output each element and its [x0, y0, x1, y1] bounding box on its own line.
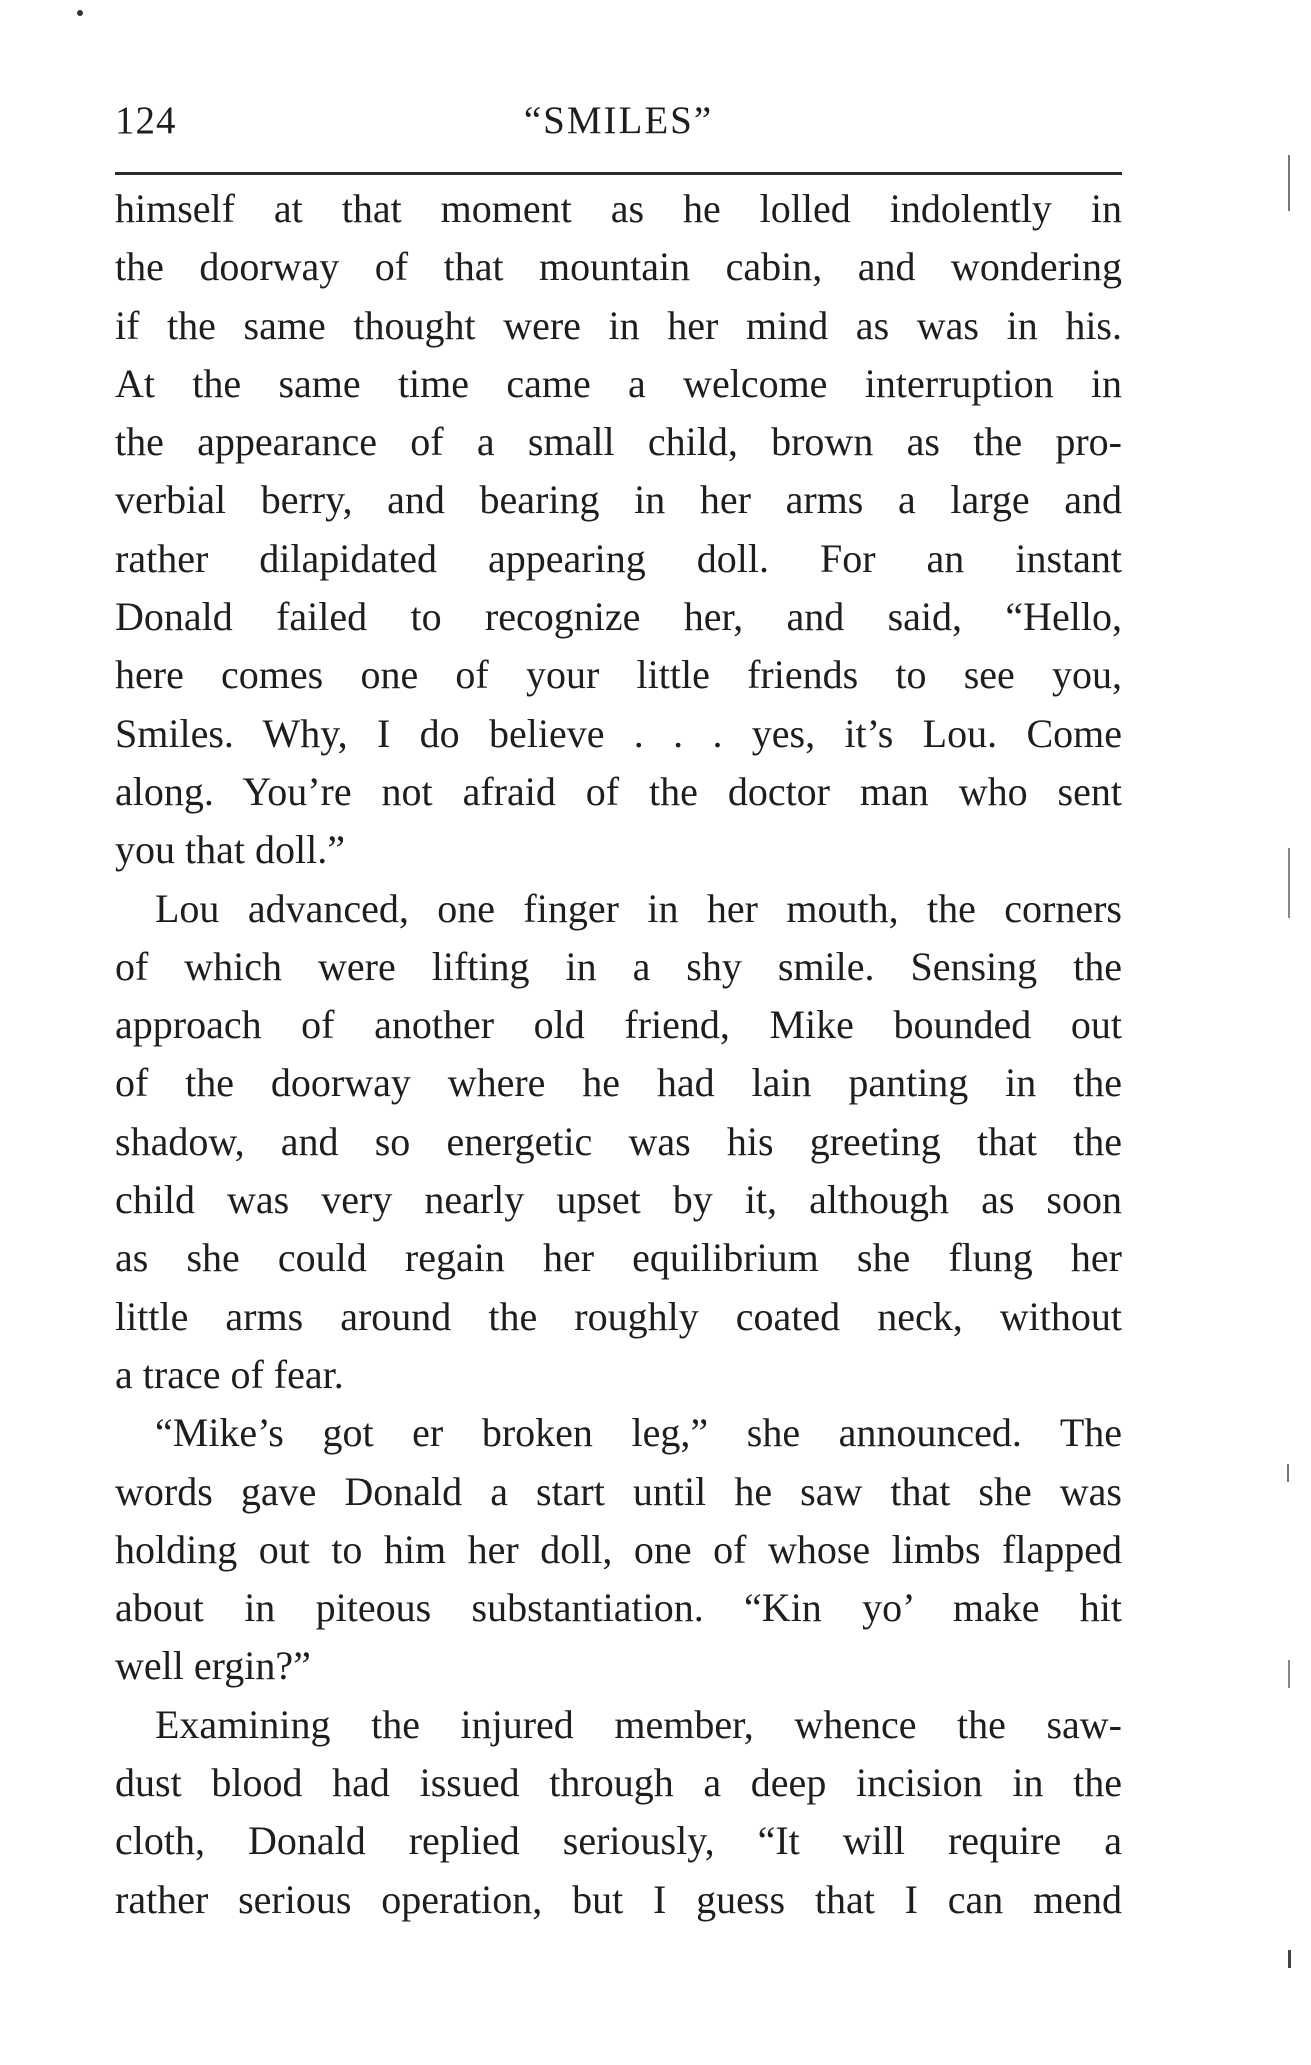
text-line: the appearance of a small child, brown as the pro-	[115, 419, 1122, 465]
text-line: “Mike’s got er broken leg,” she announced. The	[155, 1410, 1122, 1456]
text-line: rather dilapidated appearing doll. For an instant	[115, 535, 1122, 581]
text-line: Smiles. Why, I do believe . . . yes, it’s Lou. Come	[115, 710, 1122, 756]
page-number: 124	[115, 99, 177, 142]
scan-margin-mark	[1288, 155, 1290, 211]
text-line: you that doll.”	[115, 827, 345, 873]
text-line: as she could regain her equilibrium she flung her	[115, 1235, 1122, 1281]
scan-margin-mark	[1288, 1950, 1291, 1968]
paragraph	[115, 180, 1122, 880]
text-line: child was very nearly upset by it, although as soon	[115, 1177, 1122, 1223]
scan-speck	[77, 10, 83, 16]
text-line: the doorway of that mountain cabin, and wondering	[115, 244, 1122, 290]
text-line: of the doorway where he had lain panting in the	[115, 1060, 1122, 1106]
text-line: about in piteous substantiation. “Kin yo’ make hit	[115, 1585, 1122, 1631]
paragraph	[115, 1404, 1122, 1695]
text-line: if the same thought were in her mind as was in his.	[115, 302, 1122, 348]
text-line: verbial berry, and bearing in her arms a large and	[115, 477, 1122, 523]
text-line: well ergin?”	[115, 1643, 311, 1689]
text-line: cloth, Donald replied seriously, “It will require a	[115, 1818, 1122, 1864]
text-line: of which were lifting in a shy smile. Sensing the	[115, 943, 1122, 989]
text-line: a trace of fear.	[115, 1351, 344, 1397]
text-line: Examining the injured member, whence the saw-	[155, 1701, 1122, 1747]
scan-margin-mark	[1288, 1660, 1290, 1688]
text-line: approach of another old friend, Mike bounded out	[115, 1002, 1122, 1048]
text-line: At the same time came a welcome interruption in	[115, 360, 1122, 406]
text-line: Donald failed to recognize her, and said, “Hello,	[115, 594, 1122, 640]
text-line: holding out to him her doll, one of whose limbs flapped	[115, 1526, 1122, 1572]
text-line: little arms around the roughly coated neck, without	[115, 1293, 1122, 1339]
scan-margin-mark	[1287, 1464, 1289, 1482]
text-line: along. You’re not afraid of the doctor man who sent	[115, 768, 1122, 814]
text-line: shadow, and so energetic was his greeting that the	[115, 1118, 1122, 1164]
text-line: dust blood had issued through a deep incision in the	[115, 1760, 1122, 1806]
paragraph	[115, 880, 1122, 1405]
body-text	[115, 180, 1122, 1929]
header-rule	[115, 172, 1122, 175]
page-header	[115, 98, 1122, 150]
text-line: Lou advanced, one finger in her mouth, the corners	[155, 885, 1122, 931]
scan-margin-mark	[1288, 848, 1290, 918]
running-title: “SMILES”	[523, 99, 714, 142]
text-line: himself at that moment as he lolled indolently in	[115, 186, 1122, 231]
paragraph	[115, 1696, 1122, 1929]
text-line: here comes one of your little friends to see you,	[115, 652, 1122, 698]
text-line: words gave Donald a start until he saw that she was	[115, 1468, 1122, 1514]
text-line: rather serious operation, but I guess that I can mend	[115, 1876, 1122, 1922]
